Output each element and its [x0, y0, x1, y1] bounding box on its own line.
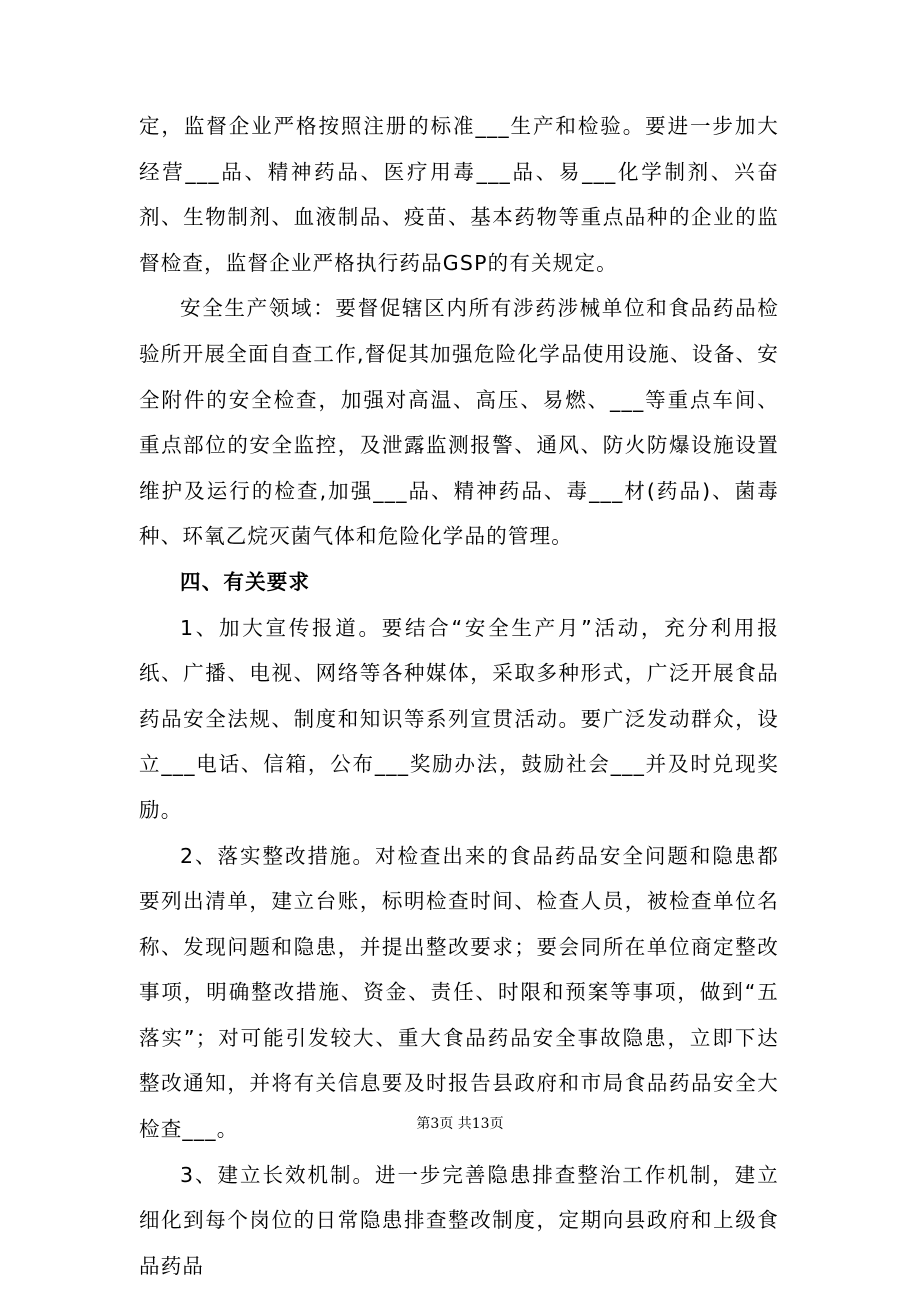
paragraph-continued: 定，监督企业严格按照注册的标准___生产和检验。要进一步加大经营___品、精神药品、医疗用毒___品、易___化学制剂、兴奋剂、生物制剂、血液制品、疫苗、基本药物等重点品种的企业的监督检查，监督企业严格执行药品GSP的有关规定。	[139, 114, 779, 275]
section-heading-requirements: 四、有关要求	[180, 569, 311, 594]
document-body	[139, 104, 779, 1289]
paragraph-rectification: 2、落实整改措施。对检查出来的食品药品安全问题和隐患都要列出清单，建立台账，标明检查时间、检查人员，被检查单位名称、发现问题和隐患，并提出整改要求；要会同所在单位商定整改事项，明确整改措施、资金、责任、时限和预案等事项，做到“五落实”；对可能引发较大、重大食品药品安全事故隐患，立即下达整改通知，并将有关信息要及时报告县政府和市局食品药品安全大检查___。	[139, 843, 779, 1142]
page-number-footer: 第3页 共13页	[416, 1116, 504, 1132]
paragraph-publicity: 1、加大宣传报道。要结合“安全生产月”活动，充分利用报纸、广播、电视、网络等各种媒体，采取多种形式，广泛开展食品药品安全法规、制度和知识等系列宣贯活动。要广泛发动群众，设立___电话、信箱，公布___奖励办法，鼓励社会___并及时兑现奖励。	[139, 615, 779, 822]
paragraph-long-term-mechanism: 3、建立长效机制。进一步完善隐患排查整治工作机制，建立细化到每个岗位的日常隐患排查整改制度，定期向县政府和上级食品药品	[139, 1162, 779, 1278]
paragraph-safety-production: 安全生产领域：要督促辖区内所有涉药涉械单位和食品药品检验所开展全面自查工作,督促其加强危险化学品使用设施、设备、安全附件的安全检查，加强对高温、高压、易燃、___等重点车间、重点部位的安全监控，及泄露监测报警、通风、防火防爆设施设置维护及运行的检查,加强___品、精神药品、毒___材(药品)、菌毒种、环氧乙烷灭菌气体和危险化学品的管理。	[139, 296, 779, 549]
